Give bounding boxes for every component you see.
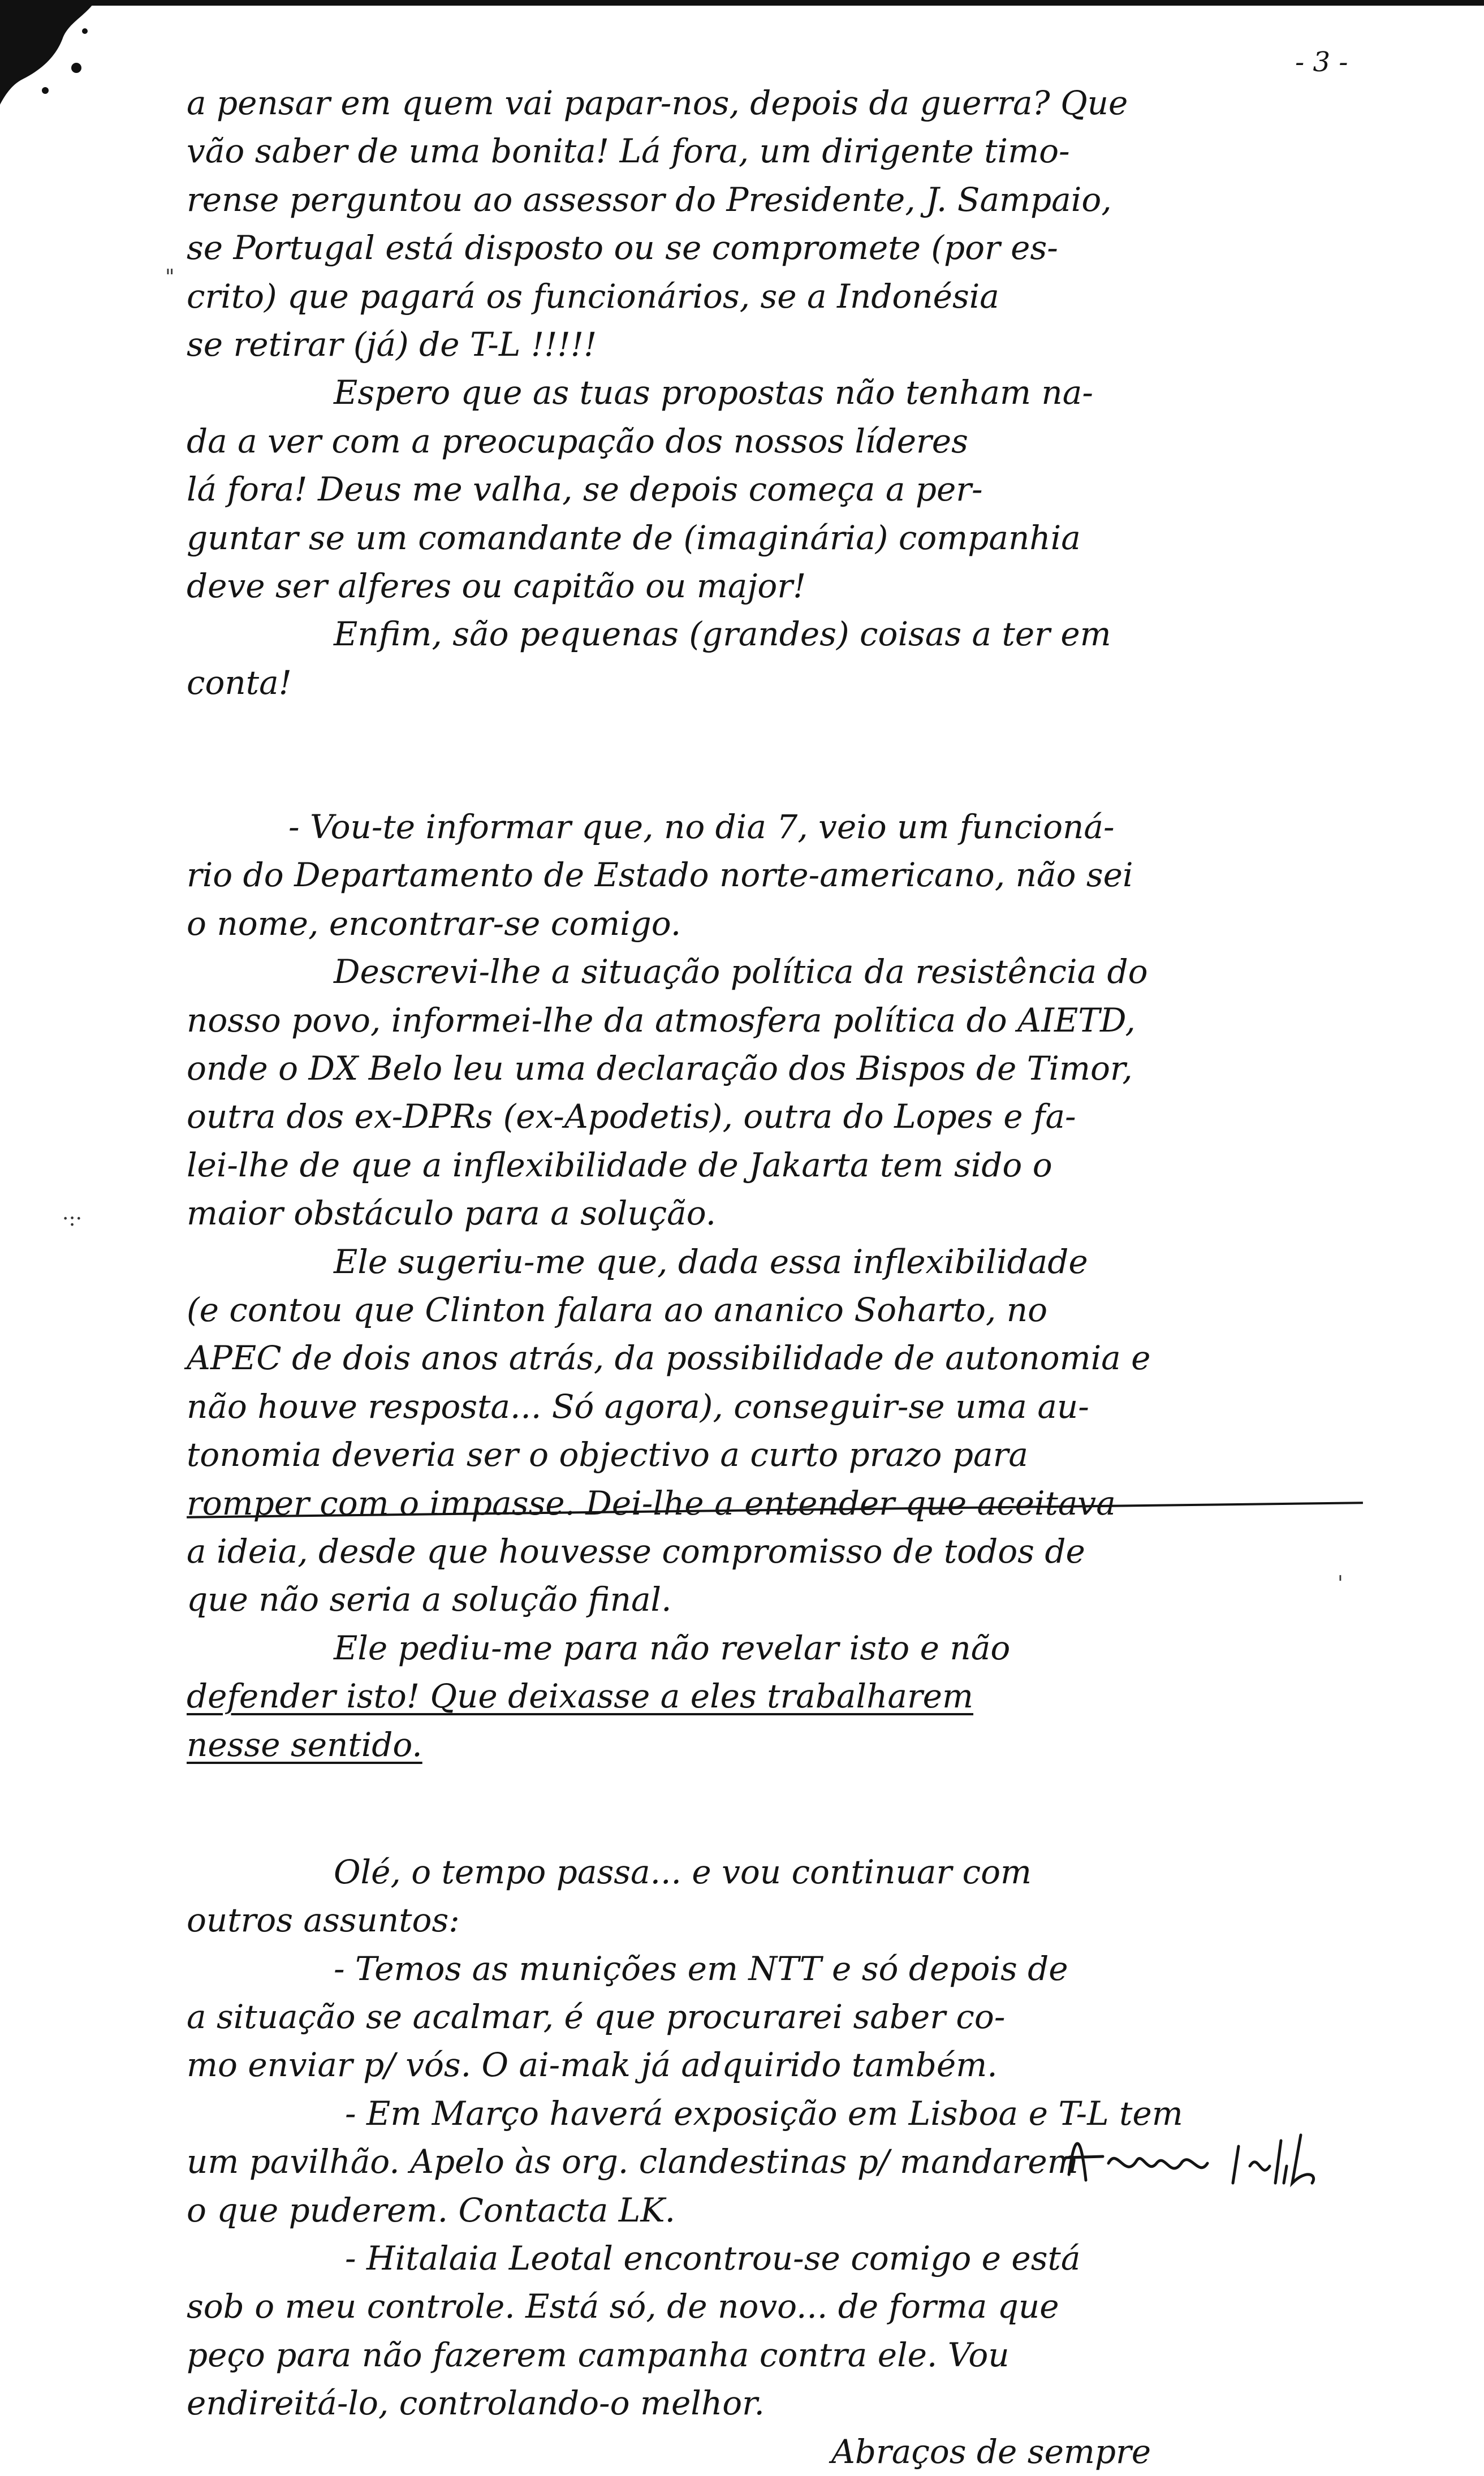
margin-mark: ·:· [62, 1207, 83, 1231]
text-line: mo enviar p/ vós. O ai-mak já adquirido também. [187, 2046, 998, 2085]
text-line: endireitá-lo, controlando-o melhor. [187, 2384, 765, 2423]
paragraph-underlined [187, 1624, 1391, 1769]
text-line: Olé, o tempo passa... e vou continuar com [334, 1852, 1032, 1891]
text-line: a situação se acalmar, é que procurarei saber co- [187, 1998, 1006, 2037]
paragraph [187, 1238, 1391, 1624]
text-line: lá fora! Deus me valha, se depois começa a per- [187, 470, 983, 509]
paragraph [187, 79, 1391, 369]
underlined-text-line: nesse sentido. [187, 1725, 422, 1764]
page-number: - 3 - [1295, 46, 1348, 78]
text-line: APEC de dois anos atrás, da possibilidade de autonomia e [187, 1339, 1151, 1378]
text-line: - Hitalaia Leotal encontrou-se comigo e está [345, 2239, 1081, 2278]
text-line: não houve resposta... Só agora), conseguir-se uma au- [187, 1387, 1089, 1426]
text-line: Enfim, são pequenas (grandes) coisas a ter em [334, 615, 1111, 654]
text-line: - Vou-te informar que, no dia 7, veio um funcioná- [288, 808, 1115, 847]
text-line: - Temos as munições em NTT e só depois de [334, 1949, 1068, 1988]
text-line: (e contou que Clinton falara ao ananico Soharto, no [187, 1290, 1048, 1329]
text-line: crito) que pagará os funcionários, se a Indonésia [187, 277, 999, 316]
text-line: nosso povo, informei-lhe da atmosfera política do AIETD, [187, 1000, 1136, 1039]
paragraph [187, 948, 1391, 1237]
text-line: tonomia deveria ser o objectivo a curto prazo para [187, 1435, 1028, 1474]
paragraph [187, 2235, 1391, 2428]
text-line: conta! [187, 663, 292, 702]
paragraph [187, 803, 1391, 948]
paragraph [187, 1848, 1391, 1945]
text-line: Ele sugeriu-me que, dada essa inflexibilidade [334, 1242, 1088, 1281]
text-line: maior obstáculo para a solução. [187, 1194, 717, 1233]
text-line: a ideia, desde que houvesse compromisso de todos de [187, 1532, 1085, 1571]
text-line: o nome, encontrar-se comigo. [187, 904, 681, 943]
text-line: rense perguntou ao assessor do Presidente, J. Sampaio, [187, 180, 1112, 219]
text-line: um pavilhão. Apelo às org. clandestinas p/ mandarem [187, 2142, 1079, 2181]
ink-blot-corner [0, 0, 130, 107]
text-line: vão saber de uma bonita! Lá fora, um dirigente timo- [187, 132, 1070, 171]
text-line: da a ver com a preocupação dos nossos líderes [187, 421, 968, 460]
text-line: romper com o impasse. Dei-lhe a entender que aceitava [187, 1483, 1116, 1522]
paragraph [187, 1945, 1391, 2090]
closing-line: Abraços de sempre [831, 2432, 1151, 2471]
text-line: guntar se um comandante de (imaginária) companhia [187, 518, 1081, 557]
margin-mark: ' [1338, 1572, 1343, 1595]
scan-edge [0, 0, 1484, 6]
text-line: peço para não fazerem campanha contra ele. Vou [187, 2335, 1010, 2374]
text-line: onde o DX Belo leu uma declaração dos Bispos de Timor, [187, 1049, 1133, 1088]
underlined-text-line: defender isto! Que deixasse a eles trabalharem [187, 1677, 974, 1716]
text-line: se Portugal está disposto ou se compromete (por es- [187, 228, 1058, 268]
margin-mark: " [165, 266, 175, 289]
text-line: Descrevi-lhe a situação política da resistência do [334, 952, 1148, 991]
text-line: deve ser alferes ou capitão ou major! [187, 566, 806, 605]
text-line: que não seria a solução final. [187, 1580, 672, 1619]
text-line: rio do Departamento de Estado norte-americano, não sei [187, 856, 1133, 895]
paragraph [187, 610, 1391, 707]
signature [1063, 2112, 1403, 2197]
text-line: - Em Março haverá exposição em Lisboa e T-L tem [345, 2094, 1183, 2133]
text-line: outros assuntos: [187, 1901, 460, 1940]
text-line: lei-lhe de que a inflexibilidade de Jakarta tem sido o [187, 1145, 1052, 1184]
text-line: se retirar (já) de T-L !!!!! [187, 325, 597, 364]
text-line: sob o meu controle. Está só, de novo... de forma que [187, 2287, 1059, 2326]
text-line: Espero que as tuas propostas não tenham na- [334, 373, 1093, 412]
text-line: o que puderem. Contacta LK. [187, 2190, 676, 2229]
text-line: outra dos ex-DPRs (ex-Apodetis), outra do Lopes e fa- [187, 1097, 1076, 1136]
paragraph [187, 369, 1391, 610]
text-line: Ele pediu-me para não revelar isto e não [334, 1628, 1011, 1667]
text-line: a pensar em quem vai papar-nos, depois da guerra? Que [187, 84, 1128, 122]
